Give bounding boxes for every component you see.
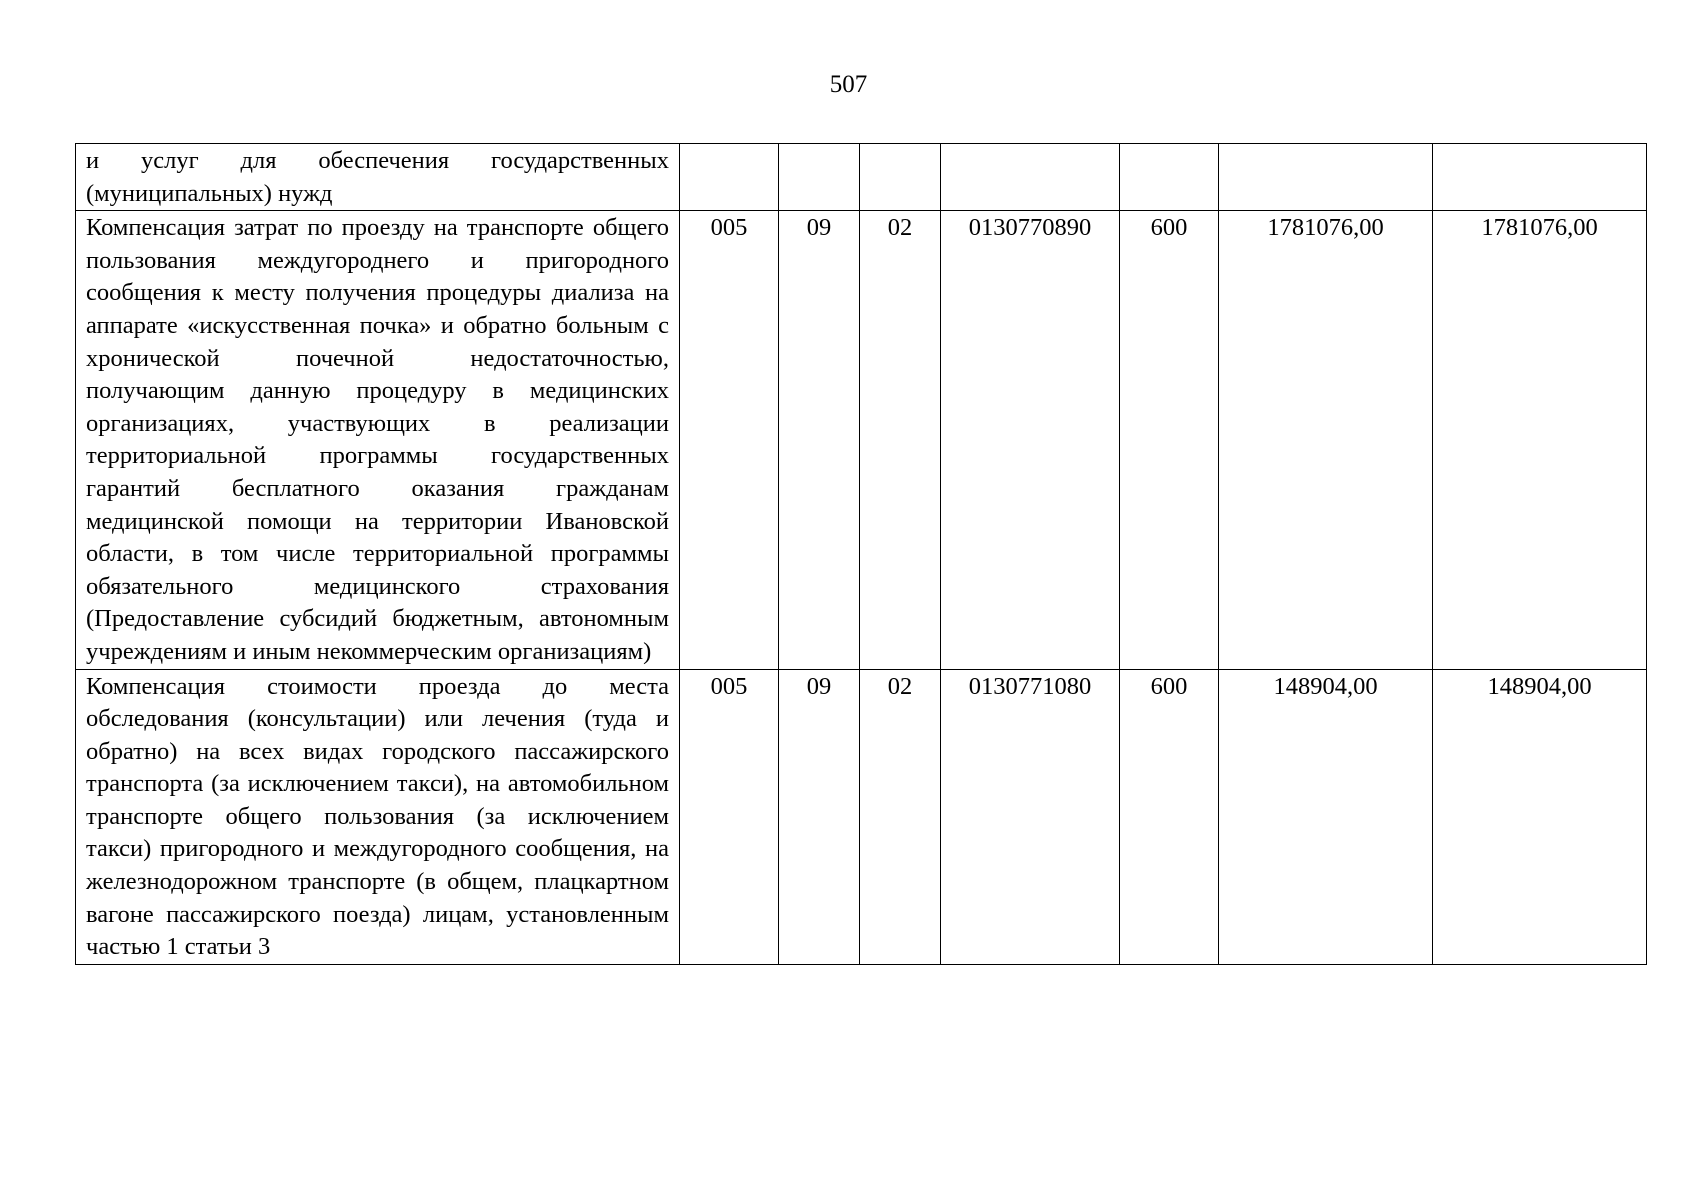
amount-1-cell: 148904,00 [1219, 669, 1433, 964]
page-number: 507 [829, 71, 868, 98]
table-row [76, 211, 1647, 669]
subsection-cell: 02 [860, 669, 941, 964]
subsection-cell [860, 144, 941, 211]
section-cell [779, 144, 860, 211]
subsection-cell: 02 [860, 211, 941, 669]
amount-2-cell: 1781076,00 [1433, 211, 1647, 669]
budget-table [75, 143, 1647, 965]
table-row [76, 144, 1647, 211]
expense-type-cell [1120, 144, 1219, 211]
row-description-cell [76, 669, 680, 964]
row-description: и услуг для обеспечения государственных (муниципальных) нужд [86, 147, 669, 207]
section-cell: 09 [779, 669, 860, 964]
amount-1-cell [1219, 144, 1433, 211]
row-description: Компенсация стоимости проезда до места обследования (консультации) или лечения (туда и обратно) на всех видах городского пассажирского транспорта (за исключением такси), на автомобильном транспорте общего пользования (за исключением такси) пригородного и междугородного сообщения, на железнодорожном транспорте (в общем, плацкартном вагоне пассажирского поезда) лицам, установленным частью 1 статьи 3 [86, 672, 669, 961]
row-description: Компенсация затрат по проезду на транспорте общего пользования междугороднего и пригородного сообщения к месту получения процедуры диализа на аппарате «искусственная почка» и обратно больным с хронической почечной недостаточностью, получающим данную процедуру в медицинских организациях, участвующих в реализации территориальной программы государственных гарантий бесплатного оказания гражданам медицинской помощи на территории Ивановской области, в том числе территориальной программы обязательного медицинского страхования (Предоставление субсидий бюджетным, автономным учреждениям и иным некоммерческим организациям) [86, 214, 669, 665]
table-row [76, 669, 1647, 964]
section-cell: 09 [779, 211, 860, 669]
amount-2-cell: 148904,00 [1433, 669, 1647, 964]
row-description-cell [76, 144, 680, 211]
expense-type-cell: 600 [1120, 211, 1219, 669]
amount-1-cell: 1781076,00 [1219, 211, 1433, 669]
target-item-cell [941, 144, 1120, 211]
ministry-code-cell: 005 [680, 669, 779, 964]
target-item-cell: 0130771080 [941, 669, 1120, 964]
amount-2-cell [1433, 144, 1647, 211]
row-description-cell [76, 211, 680, 669]
ministry-code-cell [680, 144, 779, 211]
ministry-code-cell: 005 [680, 211, 779, 669]
target-item-cell: 0130770890 [941, 211, 1120, 669]
expense-type-cell: 600 [1120, 669, 1219, 964]
